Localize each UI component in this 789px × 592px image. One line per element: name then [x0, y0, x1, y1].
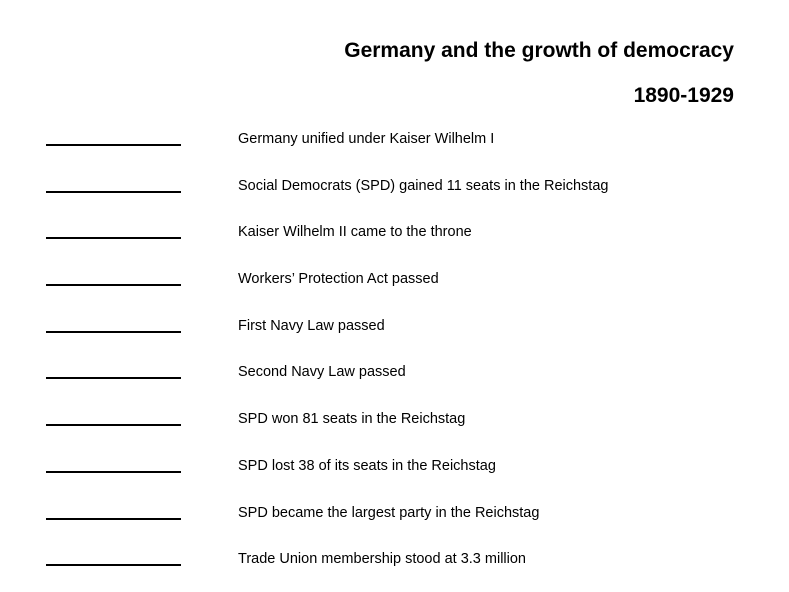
- answer-blank[interactable]: [46, 424, 181, 426]
- answer-blank[interactable]: [46, 237, 181, 239]
- event-row: [0, 312, 789, 359]
- event-row: [0, 452, 789, 499]
- event-text: Workers’ Protection Act passed: [238, 271, 439, 288]
- event-row: [0, 499, 789, 546]
- event-row: [0, 405, 789, 452]
- answer-blank[interactable]: [46, 144, 181, 146]
- event-text: SPD lost 38 of its seats in the Reichstag: [238, 457, 496, 474]
- event-row: [0, 545, 789, 592]
- event-text: First Navy Law passed: [238, 317, 385, 334]
- event-text: SPD became the largest party in the Reichstag: [238, 504, 540, 521]
- answer-blank[interactable]: [46, 471, 181, 473]
- answer-blank[interactable]: [46, 564, 181, 566]
- event-text: Kaiser Wilhelm II came to the throne: [238, 224, 472, 241]
- answer-blank[interactable]: [46, 518, 181, 520]
- event-text: Second Navy Law passed: [238, 364, 406, 381]
- event-row: [0, 218, 789, 265]
- answer-blank[interactable]: [46, 377, 181, 379]
- event-text: Germany unified under Kaiser Wilhelm I: [238, 131, 495, 147]
- answer-blank[interactable]: [46, 191, 181, 193]
- event-row: [0, 358, 789, 405]
- event-row: [0, 172, 789, 219]
- page-title: Germany and the growth of democracy: [344, 39, 734, 62]
- event-row: [0, 125, 789, 172]
- event-text: SPD won 81 seats in the Reichstag: [238, 411, 466, 428]
- page-subtitle: 1890-1929: [633, 84, 734, 107]
- answer-blank[interactable]: [46, 284, 181, 286]
- answer-blank[interactable]: [46, 331, 181, 333]
- event-list: [0, 125, 789, 592]
- event-row: [0, 265, 789, 312]
- event-text: Trade Union membership stood at 3.3 million: [238, 551, 526, 568]
- event-text: Social Democrats (SPD) gained 11 seats in the Reichstag: [238, 177, 609, 194]
